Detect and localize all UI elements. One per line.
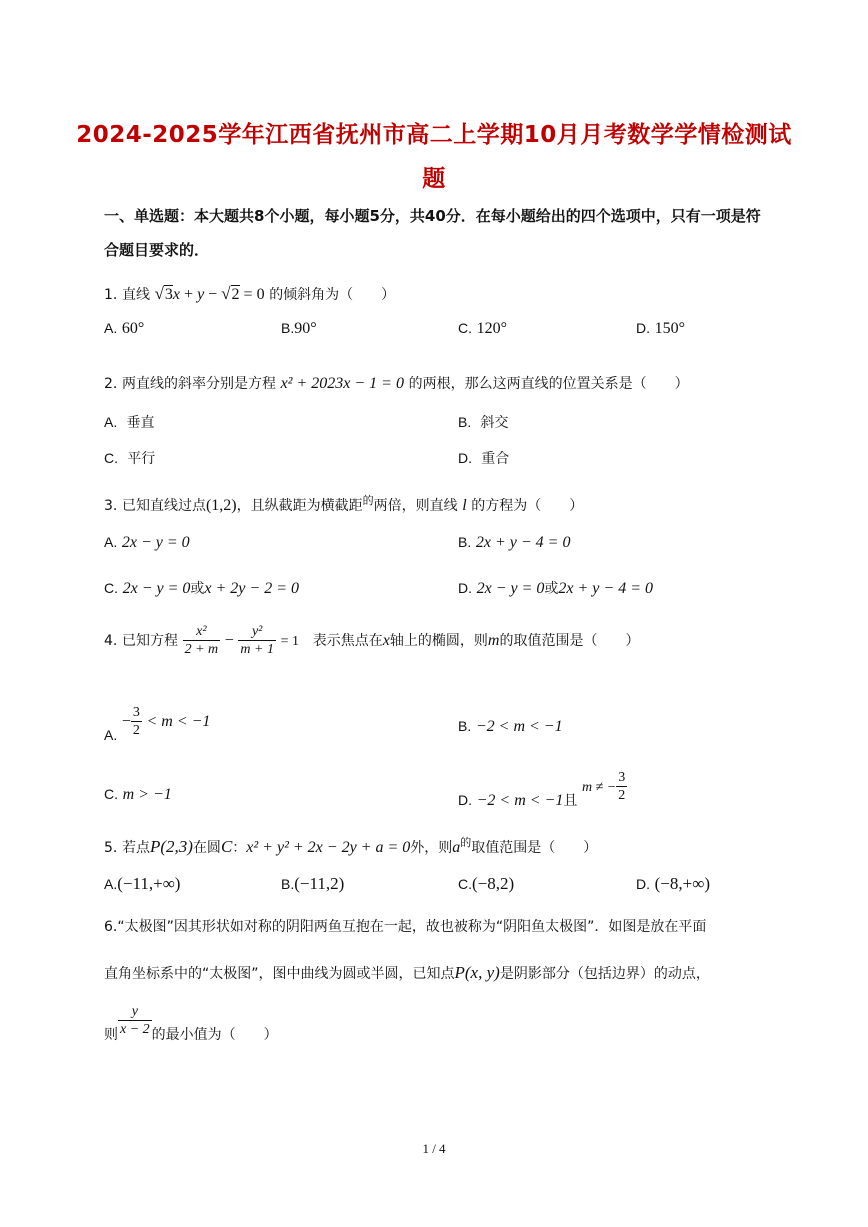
option-or: 或: [544, 581, 559, 597]
question-text: 6.“太极图”因其形状如对称的阴阳两鱼互抱在一起，故也被称为“阴阳鱼太极图”．如图是放在平面: [104, 919, 707, 935]
question-text: 已知直线过点: [121, 498, 206, 514]
option-value: 2x − y = 0: [476, 580, 545, 597]
question-text: 直线: [121, 287, 150, 303]
option-value: (−11,2): [294, 874, 345, 893]
question-text-tail: 的方程为（ ）: [471, 498, 584, 514]
option-value: −2 < m < −1: [475, 718, 563, 735]
q3-option-a[interactable]: [104, 534, 190, 552]
option-label: C.: [104, 450, 118, 466]
question-number: 5.: [104, 840, 118, 856]
q3-option-d[interactable]: [458, 578, 653, 598]
option-value: 2x + y − 4 = 0: [475, 534, 571, 551]
option-value: m > −1: [122, 786, 172, 803]
option-value: 2x − y = 0: [121, 534, 190, 551]
particle: 的: [362, 494, 374, 507]
option-value: 90°: [294, 320, 317, 337]
q4-option-b[interactable]: [458, 718, 563, 736]
fraction-numerator: x²: [183, 624, 221, 641]
option-label: D.: [458, 580, 472, 596]
q2-option-c[interactable]: [104, 448, 155, 468]
option-label: A.: [104, 320, 118, 336]
option-label: A.: [104, 876, 118, 892]
question-text-tail: 的最小值为（ ）: [151, 1027, 278, 1043]
document-title-line1: 2024-2025学年江西省抚州市高二上学期10月月考数学学情检测试: [76, 122, 792, 148]
option-label: C.: [458, 320, 472, 336]
line-variable: l: [462, 497, 467, 514]
question-5: [104, 834, 597, 857]
q5-option-d[interactable]: [636, 874, 710, 894]
question-number: 3.: [104, 498, 118, 514]
option-and: 且: [563, 793, 578, 809]
option-minus: −: [121, 713, 131, 730]
fraction-denominator: 2: [618, 788, 626, 803]
question-text-mid2: 两倍，则直线: [373, 498, 458, 514]
question-text-mid2: 外，则: [410, 840, 453, 856]
question-text-mid: 表示焦点在: [312, 633, 383, 649]
point: (1,2): [205, 497, 237, 514]
option-value-2: 2x + y − 4 = 0: [558, 580, 653, 597]
question-text-tail: 取值范围是（ ）: [471, 840, 598, 856]
q4-option-c[interactable]: [104, 786, 172, 804]
q4-option-d[interactable]: [458, 770, 627, 810]
q5-option-c[interactable]: [458, 874, 514, 894]
option-value: 平行: [127, 451, 156, 467]
equation-tail: = 1: [280, 634, 299, 649]
q1-option-c[interactable]: [458, 320, 507, 338]
fraction-numerator: 3: [618, 770, 626, 785]
page-number: 1 / 4: [422, 1141, 446, 1156]
option-label: C.: [458, 876, 472, 892]
fraction: [118, 1004, 152, 1038]
circle-var: C: [220, 837, 233, 856]
question-text: 若点: [121, 840, 150, 856]
option-value: 2x − y = 0: [122, 580, 191, 597]
fraction-1: [183, 624, 221, 658]
option-value: 150°: [654, 320, 686, 337]
equation: √3x + y − √2 = 0: [154, 284, 265, 303]
option-value-2: x + 2y − 2 = 0: [204, 580, 299, 597]
question-text: 两直线的斜率分别是方程: [121, 376, 276, 392]
q4-option-a[interactable]: [104, 705, 210, 743]
point: P(x, y): [454, 963, 500, 982]
option-value-2: m ≠ −: [581, 780, 617, 795]
option-label: D.: [458, 450, 472, 466]
option-value: (−8,+∞): [654, 874, 710, 893]
question-text-mid: 在圆: [192, 840, 221, 856]
equation: x² + y² + 2x − 2y + a = 0: [246, 839, 411, 856]
question-text-tail: 的两根，那么这两直线的位置关系是（ ）: [408, 376, 689, 392]
option-value: 60°: [121, 320, 145, 337]
question-number: 4.: [104, 633, 118, 649]
question-6-line1: [104, 916, 706, 936]
q5-option-a[interactable]: [104, 874, 180, 894]
fraction-2: [238, 624, 276, 658]
fraction-denominator: m + 1: [240, 642, 274, 657]
document-title-line2: 题: [422, 166, 446, 192]
question-text-tail: 是阴影部分（包括边界）的动点，: [499, 966, 710, 982]
fraction-denominator: 2 + m: [184, 642, 219, 657]
question-text-mid: ，且纵截距为横截距: [236, 498, 363, 514]
option-label: B.: [281, 876, 295, 892]
option-label: C.: [104, 786, 118, 802]
question-text-tail: 的取值范围是（ ）: [499, 633, 640, 649]
option-label: A.: [104, 414, 118, 430]
option-value: −2 < m < −1: [476, 792, 564, 809]
fraction-numerator: 3: [132, 705, 140, 720]
option-label: A.: [104, 727, 118, 743]
q1-option-d[interactable]: [636, 320, 685, 338]
fraction-numerator: y²: [238, 624, 276, 641]
fraction-denominator: 2: [132, 723, 140, 738]
q1-option-a[interactable]: [104, 320, 144, 338]
question-text-mid2: 轴上的椭圆，则: [389, 633, 488, 649]
colon: ：: [232, 840, 247, 856]
question-number: 1.: [104, 287, 118, 303]
q2-option-d[interactable]: [458, 448, 509, 468]
option-label: C.: [104, 580, 118, 596]
option-label: B.: [458, 414, 472, 430]
option-label: B.: [458, 534, 472, 550]
question-1: [104, 284, 395, 304]
option-value: 120°: [476, 320, 508, 337]
option-label: D.: [636, 320, 650, 336]
section-heading: 一、单选题：本大题共8个小题，每小题5分，共40分．在每小题给出的四个选项中，只有一项是符合题目要求的．: [104, 207, 761, 259]
minus-sign: −: [224, 632, 234, 649]
var-x: x: [382, 632, 390, 649]
option-value: 垂直: [126, 415, 155, 431]
option-value: (−8,2): [472, 874, 515, 893]
question-2: [104, 373, 689, 393]
question-3: [104, 492, 583, 515]
question-6-line3: [104, 1004, 278, 1044]
question-text: 则: [104, 1027, 118, 1043]
point: P(2,3): [149, 837, 193, 856]
var-m: m: [487, 632, 500, 649]
option-label: D.: [458, 792, 472, 808]
particle: 的: [460, 836, 472, 849]
option-or: 或: [190, 581, 205, 597]
option-label: D.: [636, 876, 650, 892]
question-6-line2: [104, 963, 710, 983]
q1-option-b[interactable]: [281, 320, 317, 338]
q5-option-b[interactable]: [281, 874, 344, 894]
equation: x² + 2023x − 1 = 0: [280, 375, 404, 392]
question-4: [104, 624, 639, 658]
question-text-tail: 的倾斜角为（ ）: [269, 287, 396, 303]
q3-option-b[interactable]: [458, 534, 570, 552]
option-label: B.: [281, 320, 295, 336]
option-value: 重合: [481, 451, 510, 467]
question-number: 2.: [104, 376, 118, 392]
q2-option-b[interactable]: [458, 412, 508, 432]
q2-option-a[interactable]: [104, 412, 154, 432]
option-fraction: [616, 770, 627, 804]
option-value: (−11,+∞): [117, 874, 181, 893]
var-a: a: [452, 839, 461, 856]
option-fraction: [131, 705, 142, 739]
question-text: 直角坐标系中的“太极图”，图中曲线为圆或半圆，已知点: [104, 966, 455, 982]
option-label: B.: [458, 718, 472, 734]
option-value: 斜交: [480, 415, 509, 431]
fraction-denominator: x − 2: [120, 1022, 150, 1037]
question-text: 已知方程: [121, 633, 178, 649]
option-value: < m < −1: [146, 713, 211, 730]
fraction-numerator: y: [118, 1004, 152, 1021]
option-label: A.: [104, 534, 118, 550]
q3-option-c[interactable]: [104, 578, 299, 598]
